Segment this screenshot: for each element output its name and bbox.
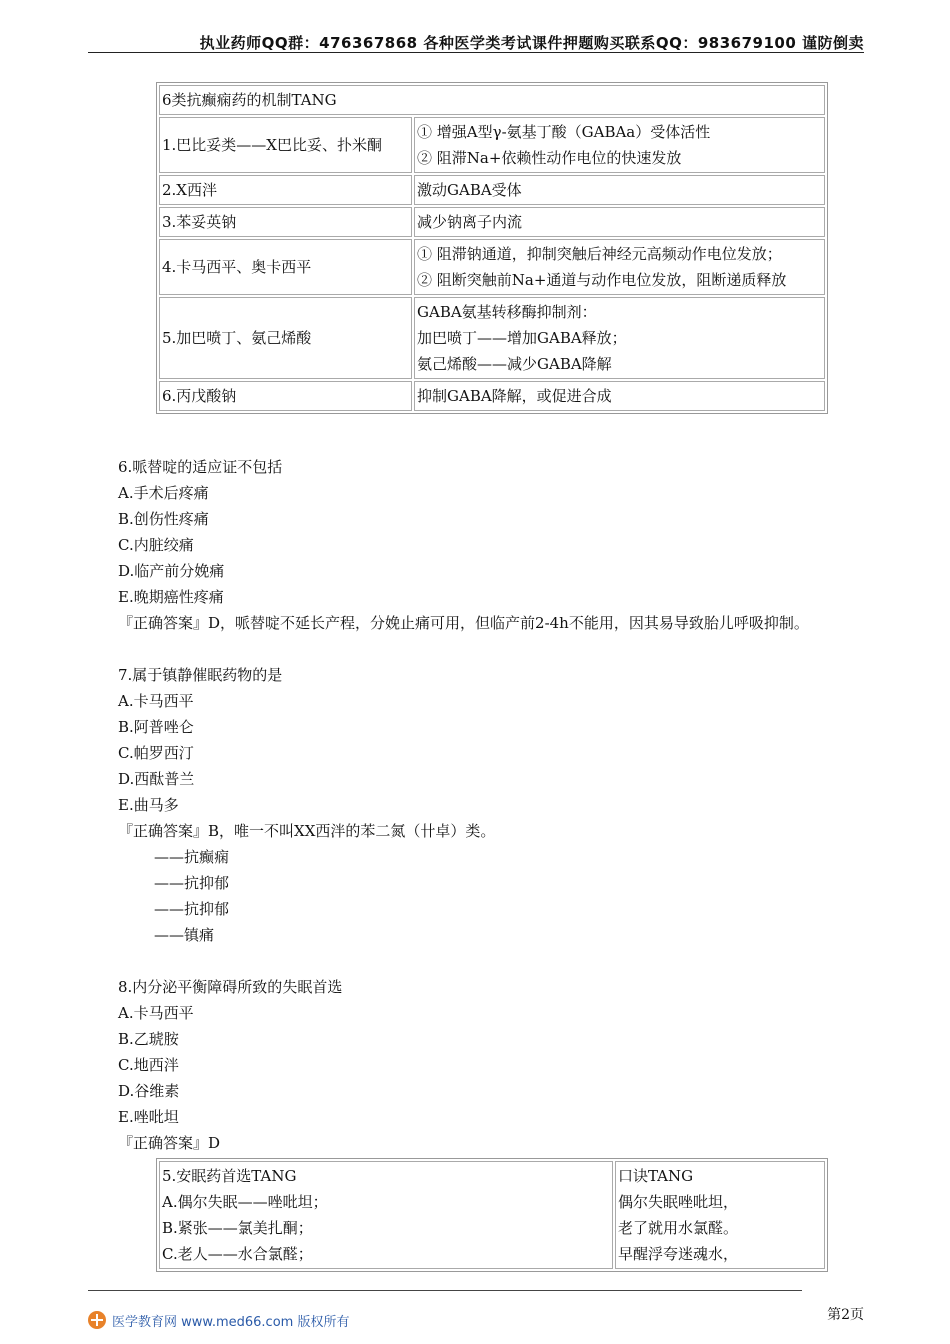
- mechanism-line: GABA氨基转移酶抑制剂：: [417, 303, 597, 321]
- table-row: [159, 175, 825, 205]
- footer-logo-text: 医学教育网 www.med66.com 版权所有: [112, 1314, 350, 1330]
- mechanism-line: ① 阻滞钠通道，抑制突触后神经元高频动作电位发放；: [417, 245, 782, 263]
- note-line: ——抗抑郁: [154, 900, 230, 918]
- drug-cell: 2.X西泮: [159, 175, 412, 205]
- mnemonic-line: 偶尔失眠唑吡坦，: [618, 1193, 739, 1211]
- question-6: [118, 454, 809, 636]
- mechanism-line: 激动GABA受体: [417, 181, 522, 199]
- table-row: [159, 297, 825, 379]
- mnemonic-line: 口诀TANG: [618, 1167, 694, 1185]
- mechanism-cell: [414, 239, 825, 295]
- header-rule: [88, 52, 864, 53]
- option-e: E.晚期癌性疼痛: [118, 588, 224, 606]
- option-b: B.阿普唑仑: [118, 718, 194, 736]
- antiepileptic-mechanism-table: [156, 82, 828, 414]
- sleep-line: C.老人——水合氯醛；: [162, 1245, 313, 1263]
- drug-cell: 1.巴比妥类——X巴比妥、扑米酮: [159, 117, 412, 173]
- footer-logo: [88, 1310, 349, 1330]
- sleep-drug-cell: [159, 1161, 613, 1269]
- option-b: B.创伤性疼痛: [118, 510, 209, 528]
- mechanism-cell: [414, 381, 825, 411]
- note-line: ——抗抑郁: [154, 874, 230, 892]
- drug-cell: 4.卡马西平、奥卡西平: [159, 239, 412, 295]
- sleep-line: A.偶尔失眠——唑吡坦；: [162, 1193, 328, 1211]
- sleep-drug-table: [156, 1158, 828, 1272]
- sleep-line: B.紧张——氯美扎酮；: [162, 1219, 313, 1237]
- option-a: A.手术后疼痛: [118, 484, 209, 502]
- table-row: [159, 207, 825, 237]
- option-a: A.卡马西平: [118, 1004, 194, 1022]
- question-7: [118, 662, 495, 948]
- drug-cell: 3.苯妥英钠: [159, 207, 412, 237]
- mechanism-line: 加巴喷丁——增加GABA释放；: [417, 329, 627, 347]
- mechanism-cell: [414, 117, 825, 173]
- mechanism-line: 抑制GABA降解，或促进合成: [417, 387, 612, 405]
- option-c: C.内脏绞痛: [118, 536, 194, 554]
- table-row: [159, 239, 825, 295]
- answer: 『正确答案』B，唯一不叫XX西泮的苯二氮（卄卓）类。: [118, 822, 496, 840]
- table-title: 6类抗癫痫药的机制TANG: [159, 85, 825, 115]
- option-e: E.曲马多: [118, 796, 179, 814]
- mechanism-line: ② 阻滞Na+依赖性动作电位的快速发放: [417, 149, 682, 167]
- table-row: [159, 117, 825, 173]
- answer: 『正确答案』D: [118, 1134, 221, 1152]
- question-8: [118, 974, 342, 1156]
- drug-cell: 6.丙戊酸钠: [159, 381, 412, 411]
- mnemonic-line: 早醒浮夸迷魂水，: [618, 1245, 739, 1263]
- note-line: ——抗癫痫: [154, 848, 230, 866]
- mechanism-cell: [414, 207, 825, 237]
- mechanism-line: ① 增强A型γ-氨基丁酸（GABAa）受体活性: [417, 123, 711, 141]
- mechanism-cell: [414, 297, 825, 379]
- mechanism-line: 减少钠离子内流: [417, 213, 523, 231]
- option-d: D.临产前分娩痛: [118, 562, 225, 580]
- cross-logo-icon: [88, 1311, 106, 1329]
- page-number: 第2页: [827, 1307, 864, 1323]
- option-a: A.卡马西平: [118, 692, 194, 710]
- page-header: 执业药师QQ群：476367868 各种医学类考试课件押题购买联系QQ：983679100 谨防倒卖: [199, 34, 864, 52]
- drug-cell: 5.加巴喷丁、氨己烯酸: [159, 297, 412, 379]
- option-b: B.乙琥胺: [118, 1030, 179, 1048]
- note-line: ——镇痛: [154, 926, 215, 944]
- question-stem: 6.哌替啶的适应证不包括: [118, 458, 283, 476]
- table-row: [159, 1161, 825, 1269]
- mnemonic-line: 老了就用水氯醛。: [618, 1219, 739, 1237]
- option-c: C.地西泮: [118, 1056, 179, 1074]
- option-c: C.帕罗西汀: [118, 744, 194, 762]
- mechanism-line: ② 阻断突触前Na+通道与动作电位发放，阻断递质释放: [417, 271, 787, 289]
- answer: 『正确答案』D，哌替啶不延长产程，分娩止痛可用，但临产前2-4h不能用，因其易导致胎儿呼吸抑制。: [118, 614, 809, 632]
- mnemonic-cell: [615, 1161, 825, 1269]
- table-title-row: [159, 85, 825, 115]
- option-d: D.谷维素: [118, 1082, 180, 1100]
- option-d: D.西酞普兰: [118, 770, 195, 788]
- question-stem: 7.属于镇静催眠药物的是: [118, 666, 283, 684]
- mechanism-cell: [414, 175, 825, 205]
- footer-rule: [88, 1290, 802, 1291]
- sleep-line: 5.安眠药首选TANG: [162, 1167, 297, 1185]
- question-stem: 8.内分泌平衡障碍所致的失眠首选: [118, 978, 343, 996]
- option-e: E.唑吡坦: [118, 1108, 179, 1126]
- table-row: [159, 381, 825, 411]
- mechanism-line: 氨己烯酸——减少GABA降解: [417, 355, 612, 373]
